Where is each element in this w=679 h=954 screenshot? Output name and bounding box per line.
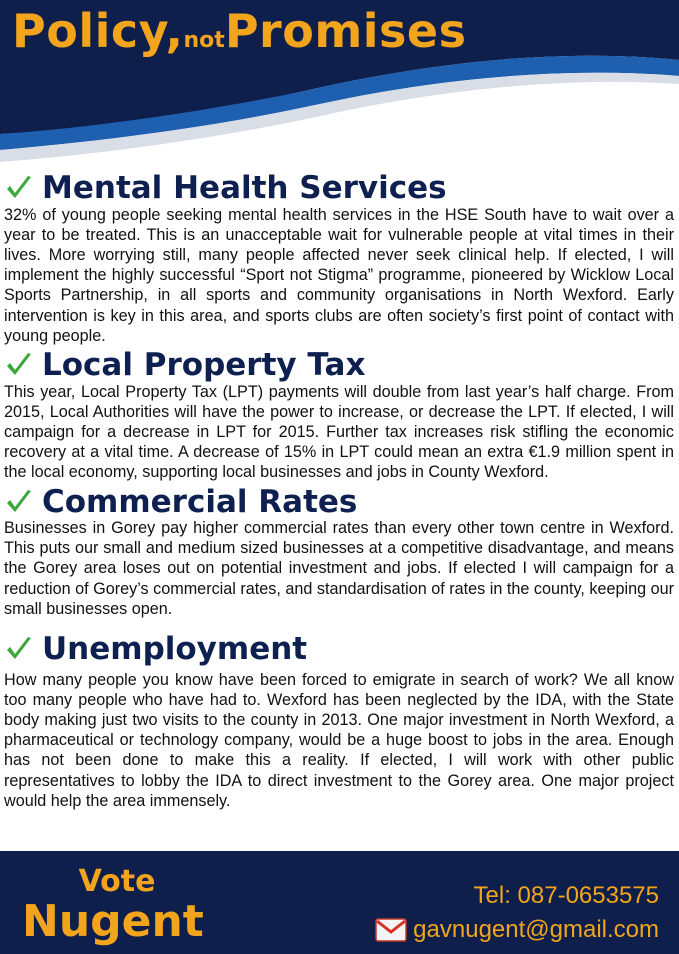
footer-banner bbox=[0, 851, 679, 954]
candidate-name: Nugent bbox=[22, 896, 204, 947]
section-heading bbox=[4, 633, 674, 666]
section-heading-text: Local Property Tax bbox=[42, 346, 366, 383]
section-body: This year, Local Property Tax (LPT) payments will double from last year’s half charge. From 2015, Local Authorities will have the power to increase, or decrease the LPT. If elected, I will campaign for a decrease in LPT for 2015. Further tax increases risk stifling the economic recovery at a vital time. A decrease of 15% in LPT could mean an extra €1.9 million spent in the local economy, supporting local businesses and jobs in County Wexford. bbox=[4, 382, 674, 482]
section-local-property-tax bbox=[4, 346, 674, 483]
check-icon bbox=[4, 173, 34, 203]
section-heading bbox=[4, 346, 674, 383]
header-banner bbox=[0, 0, 679, 175]
title-promises: Promises bbox=[224, 4, 467, 58]
section-commercial-rates bbox=[4, 483, 674, 620]
section-heading-text: Unemployment bbox=[42, 631, 308, 668]
check-icon bbox=[4, 634, 34, 664]
section-heading-text: Commercial Rates bbox=[42, 483, 358, 520]
email-row bbox=[375, 915, 659, 945]
policy-content bbox=[4, 172, 674, 811]
section-heading bbox=[4, 172, 674, 205]
contact-info bbox=[375, 881, 659, 945]
vote-callout bbox=[22, 865, 212, 945]
phone-number: Tel: 087-0653575 bbox=[473, 882, 659, 909]
check-icon bbox=[4, 487, 34, 517]
section-unemployment bbox=[4, 633, 674, 811]
title-not: not bbox=[183, 28, 225, 53]
email-address[interactable]: gavnugent@gmail.com bbox=[413, 916, 659, 943]
section-mental-health bbox=[4, 172, 674, 346]
section-heading bbox=[4, 483, 674, 520]
check-icon bbox=[4, 350, 34, 380]
page-title bbox=[12, 6, 466, 57]
section-body: How many people you know have been forced to emigrate in search of work? We all know too many people who have had to. Wexford has been neglected by the IDA, with the State body making just two visits to the county in 2013. One major investment in North Wexford, a pharmaceutical or technology company, would be a huge boost to jobs in the area. Enough has not been done to make this a reality. If elected, I will work with other public representatives to lobby the IDA to direct investment to the Gorey area. One major project would help the area immensely. bbox=[4, 670, 674, 810]
section-heading-text: Mental Health Services bbox=[42, 170, 447, 206]
title-policy: Policy, bbox=[12, 4, 184, 58]
section-body: 32% of young people seeking mental health services in the HSE South have to wait over a year to be treated. This is an unacceptable wait for vulnerable people at vital times in their lives. More worrying still, many people affected never seek clinical help. If elected, I will implement the highly successful “Sport not Stigma” programme, pioneered by Wicklow Local Sports Partnership, in all sports and community organisations in North Wexford. Early intervention is key in this area, and sports clubs are often society’s first point of contact with young people. bbox=[4, 205, 674, 345]
section-body: Businesses in Gorey pay higher commercial rates than every other town centre in Wexford. This puts our small and medium sized businesses at a competitive disadvantage, and means the Gorey area loses out on potential investment and jobs. If elected I will campaign for a reduction of Gorey’s commercial rates, and standardisation of rates in the county, keeping our small businesses open. bbox=[4, 519, 674, 618]
mail-icon bbox=[375, 918, 407, 942]
vote-label: Vote bbox=[78, 864, 156, 899]
